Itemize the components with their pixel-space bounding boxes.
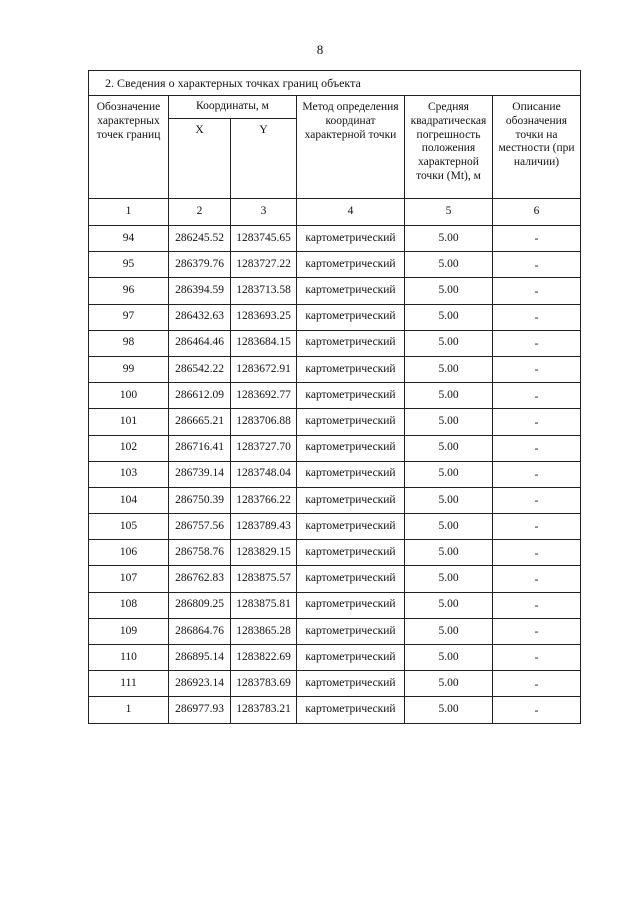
description-cell: -: [493, 487, 581, 513]
header-method: Метод определения координат характерной точки: [297, 96, 405, 199]
error-cell: 5.00: [405, 566, 493, 592]
point-id-cell: 100: [89, 383, 169, 409]
point-id-cell: 110: [89, 645, 169, 671]
error-cell: 5.00: [405, 304, 493, 330]
method-cell: картометрический: [297, 304, 405, 330]
y-coordinate-cell: 1283829.15: [231, 540, 297, 566]
column-number: 1: [89, 199, 169, 226]
x-coordinate-cell: 286977.93: [169, 697, 231, 723]
method-cell: картометрический: [297, 435, 405, 461]
x-coordinate-cell: 286750.39: [169, 487, 231, 513]
description-cell: -: [493, 383, 581, 409]
error-cell: 5.00: [405, 435, 493, 461]
boundary-points-table: [88, 70, 581, 724]
table-row: [89, 487, 581, 513]
point-id-cell: 95: [89, 252, 169, 278]
x-coordinate-cell: 286809.25: [169, 592, 231, 618]
y-coordinate-cell: 1283822.69: [231, 645, 297, 671]
description-cell: -: [493, 252, 581, 278]
x-coordinate-cell: 286762.83: [169, 566, 231, 592]
column-number: 4: [297, 199, 405, 226]
table-row: [89, 540, 581, 566]
table-row: [89, 330, 581, 356]
error-cell: 5.00: [405, 278, 493, 304]
point-id-cell: 102: [89, 435, 169, 461]
error-cell: 5.00: [405, 330, 493, 356]
table-row: [89, 461, 581, 487]
x-coordinate-cell: 286757.56: [169, 514, 231, 540]
table-row: [89, 252, 581, 278]
x-coordinate-cell: 286394.59: [169, 278, 231, 304]
header-description: Описание обозначения точки на местности (при наличии): [493, 96, 581, 199]
description-cell: -: [493, 461, 581, 487]
y-coordinate-cell: 1283783.21: [231, 697, 297, 723]
y-coordinate-cell: 1283727.70: [231, 435, 297, 461]
error-cell: 5.00: [405, 592, 493, 618]
section-title: 2. Сведения о характерных точках границ объекта: [89, 71, 581, 96]
description-cell: -: [493, 304, 581, 330]
point-id-cell: 103: [89, 461, 169, 487]
description-cell: -: [493, 671, 581, 697]
description-cell: -: [493, 697, 581, 723]
error-cell: 5.00: [405, 356, 493, 382]
y-coordinate-cell: 1283693.25: [231, 304, 297, 330]
table-row: [89, 226, 581, 252]
x-coordinate-cell: 286758.76: [169, 540, 231, 566]
point-id-cell: 105: [89, 514, 169, 540]
point-id-cell: 99: [89, 356, 169, 382]
point-id-cell: 94: [89, 226, 169, 252]
description-cell: -: [493, 645, 581, 671]
page-number: 8: [316, 42, 324, 57]
y-coordinate-cell: 1283783.69: [231, 671, 297, 697]
y-coordinate-cell: 1283875.81: [231, 592, 297, 618]
y-coordinate-cell: 1283692.77: [231, 383, 297, 409]
error-cell: 5.00: [405, 645, 493, 671]
column-number: 5: [405, 199, 493, 226]
error-cell: 5.00: [405, 461, 493, 487]
table-row: [89, 697, 581, 723]
error-cell: 5.00: [405, 540, 493, 566]
x-coordinate-cell: 286245.52: [169, 226, 231, 252]
description-cell: -: [493, 566, 581, 592]
x-coordinate-cell: 286665.21: [169, 409, 231, 435]
error-cell: 5.00: [405, 487, 493, 513]
y-coordinate-cell: 1283745.65: [231, 226, 297, 252]
x-coordinate-cell: 286716.41: [169, 435, 231, 461]
table-row: [89, 278, 581, 304]
x-coordinate-cell: 286923.14: [169, 671, 231, 697]
method-cell: картометрический: [297, 226, 405, 252]
method-cell: картометрический: [297, 645, 405, 671]
y-coordinate-cell: 1283727.22: [231, 252, 297, 278]
table-row: [89, 618, 581, 644]
method-cell: картометрический: [297, 461, 405, 487]
method-cell: картометрический: [297, 697, 405, 723]
x-coordinate-cell: 286739.14: [169, 461, 231, 487]
method-cell: картометрический: [297, 278, 405, 304]
error-cell: 5.00: [405, 252, 493, 278]
description-cell: -: [493, 435, 581, 461]
table-row: [89, 566, 581, 592]
y-coordinate-cell: 1283875.57: [231, 566, 297, 592]
column-number: 6: [493, 199, 581, 226]
error-cell: 5.00: [405, 383, 493, 409]
method-cell: картометрический: [297, 487, 405, 513]
point-id-cell: 106: [89, 540, 169, 566]
y-coordinate-cell: 1283713.58: [231, 278, 297, 304]
x-coordinate-cell: 286895.14: [169, 645, 231, 671]
description-cell: -: [493, 592, 581, 618]
method-cell: картометрический: [297, 618, 405, 644]
x-coordinate-cell: 286864.76: [169, 618, 231, 644]
error-cell: 5.00: [405, 514, 493, 540]
error-cell: 5.00: [405, 409, 493, 435]
table-row: [89, 671, 581, 697]
y-coordinate-cell: 1283748.04: [231, 461, 297, 487]
point-id-cell: 96: [89, 278, 169, 304]
method-cell: картометрический: [297, 592, 405, 618]
y-coordinate-cell: 1283789.43: [231, 514, 297, 540]
description-cell: -: [493, 356, 581, 382]
header-error: Средняя квадратическая погрешность положения характерной точки (Mt), м: [405, 96, 493, 199]
point-id-cell: 107: [89, 566, 169, 592]
header-y: Y: [231, 119, 297, 199]
description-cell: -: [493, 618, 581, 644]
point-id-cell: 101: [89, 409, 169, 435]
table-row: [89, 304, 581, 330]
method-cell: картометрический: [297, 514, 405, 540]
x-coordinate-cell: 286464.46: [169, 330, 231, 356]
y-coordinate-cell: 1283766.22: [231, 487, 297, 513]
y-coordinate-cell: 1283672.91: [231, 356, 297, 382]
point-id-cell: 108: [89, 592, 169, 618]
description-cell: -: [493, 278, 581, 304]
table-row: [89, 356, 581, 382]
table-row: [89, 383, 581, 409]
error-cell: 5.00: [405, 618, 493, 644]
description-cell: -: [493, 409, 581, 435]
table-row: [89, 645, 581, 671]
error-cell: 5.00: [405, 226, 493, 252]
method-cell: картометрический: [297, 566, 405, 592]
table-row: [89, 592, 581, 618]
description-cell: -: [493, 514, 581, 540]
point-id-cell: 97: [89, 304, 169, 330]
column-numbers-row: [89, 199, 581, 226]
y-coordinate-cell: 1283706.88: [231, 409, 297, 435]
error-cell: 5.00: [405, 671, 493, 697]
method-cell: картометрический: [297, 409, 405, 435]
point-id-cell: 104: [89, 487, 169, 513]
method-cell: картометрический: [297, 252, 405, 278]
point-id-cell: 109: [89, 618, 169, 644]
method-cell: картометрический: [297, 671, 405, 697]
method-cell: картометрический: [297, 356, 405, 382]
point-id-cell: 111: [89, 671, 169, 697]
table-row: [89, 435, 581, 461]
point-id-cell: 1: [89, 697, 169, 723]
y-coordinate-cell: 1283684.15: [231, 330, 297, 356]
description-cell: -: [493, 226, 581, 252]
column-number: 3: [231, 199, 297, 226]
method-cell: картометрический: [297, 330, 405, 356]
x-coordinate-cell: 286542.22: [169, 356, 231, 382]
column-number: 2: [169, 199, 231, 226]
table-row: [89, 514, 581, 540]
description-cell: -: [493, 540, 581, 566]
x-coordinate-cell: 286612.09: [169, 383, 231, 409]
point-id-cell: 98: [89, 330, 169, 356]
header-coordinates: Координаты, м: [169, 96, 297, 119]
header-x: X: [169, 119, 231, 199]
method-cell: картометрический: [297, 383, 405, 409]
table-row: [89, 409, 581, 435]
header-point-designation: Обозначение характерных точек границ: [89, 96, 169, 199]
method-cell: картометрический: [297, 540, 405, 566]
description-cell: -: [493, 330, 581, 356]
y-coordinate-cell: 1283865.28: [231, 618, 297, 644]
error-cell: 5.00: [405, 697, 493, 723]
x-coordinate-cell: 286432.63: [169, 304, 231, 330]
x-coordinate-cell: 286379.76: [169, 252, 231, 278]
